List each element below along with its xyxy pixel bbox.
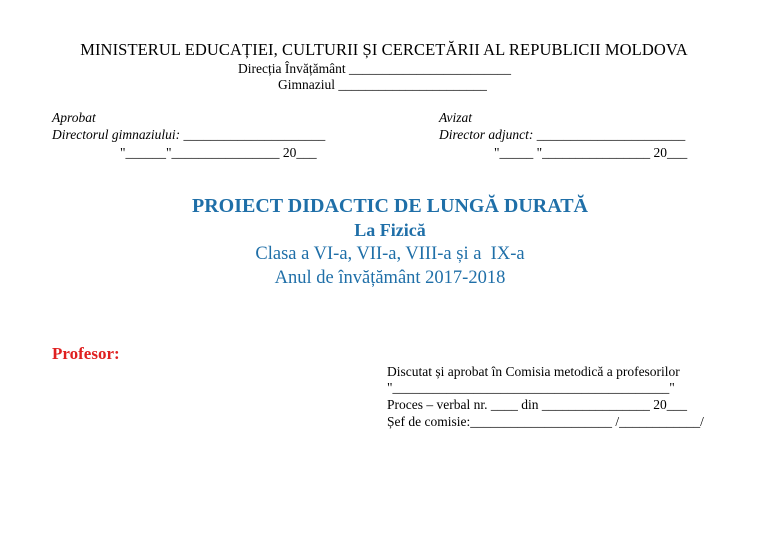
gymnasium-line: Gimnaziul ______________________ <box>278 77 487 92</box>
approval-date-line: "______"________________ 20___ <box>120 145 317 160</box>
project-classes: Clasa a VI-a, VII-a, VIII-a și a IX-a <box>255 244 525 264</box>
school-year: Anul de învățământ 2017-2018 <box>274 268 506 288</box>
teacher-label: Profesor: <box>52 344 120 363</box>
minutes-line: Proces – verbal nr. ____ din ________________ 20___ <box>387 397 687 412</box>
commission-head-line: Șef de comisie:_____________________ /____________/ <box>387 414 704 429</box>
education-direction-line: Direcția Învățământ ________________________ <box>238 61 511 76</box>
commission-name-line: "_________________________________________" <box>387 380 675 395</box>
endorsement-date-line: "_____ "________________ 20___ <box>494 145 688 160</box>
endorsed-label: Avizat <box>439 110 472 125</box>
approved-label: Aprobat <box>52 110 96 125</box>
project-title: PROIECT DIDACTIC DE LUNGĂ DURATĂ <box>192 195 588 217</box>
deputy-director-signature-line: Director adjunct: ______________________ <box>439 127 686 142</box>
commission-discussed-line: Discutat și aprobat în Comisia metodică a profesorilor <box>387 364 680 379</box>
ministry-heading: MINISTERUL EDUCAȚIEI, CULTURII ȘI CERCETĂRII AL REPUBLICII MOLDOVA <box>80 40 688 59</box>
director-signature-line: Directorul gimnaziului: _____________________ <box>52 127 326 142</box>
project-subject: La Fizică <box>354 220 426 240</box>
